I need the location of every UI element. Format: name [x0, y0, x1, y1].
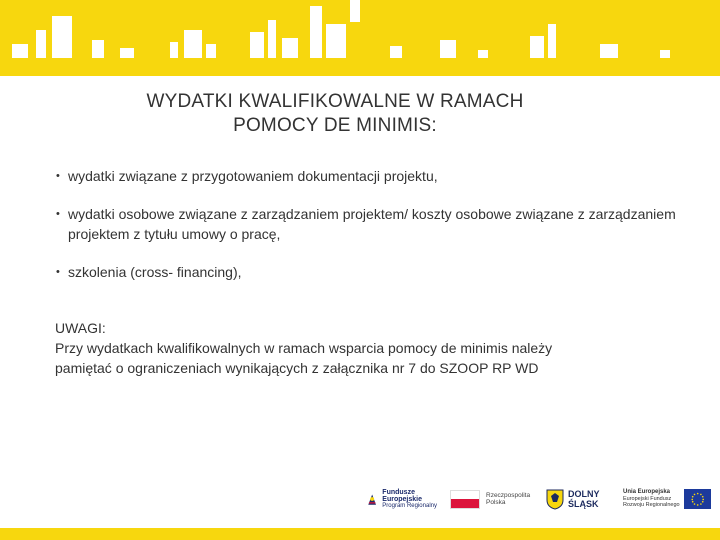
poland-text: [486, 492, 530, 506]
slide-title: [100, 90, 570, 138]
deco-square: [326, 24, 346, 58]
poland-line-1: Rzeczpospolita: [486, 492, 531, 499]
title-line-1: WYDATKI KWALIFIKOWALNE W RAMACH: [146, 91, 524, 112]
region-line-2: ŚLĄSK: [568, 499, 599, 509]
deco-square: [36, 30, 46, 58]
deco-square: [440, 40, 456, 58]
eu-logo: [623, 484, 711, 514]
notes-heading: UWAGI:: [55, 320, 106, 336]
eu-line-2: Europejski Fundusz: [623, 495, 672, 502]
notes-block: [55, 318, 695, 378]
logo-strip: [0, 484, 720, 516]
bullet-glyph: •: [56, 266, 60, 278]
european-funds-logo: [367, 484, 437, 514]
eu-text: [623, 489, 680, 509]
deco-square: [548, 24, 556, 58]
top-decorative-band: [0, 0, 720, 76]
bullet-text: wydatki związane z przygotowaniem dokumentacji projektu,: [68, 168, 438, 184]
title-line-2: POMOCY DE MINIMIS:: [233, 115, 437, 136]
deco-square: [478, 50, 488, 58]
poland-flag-icon: [450, 490, 480, 509]
eagle-icon: [546, 488, 564, 510]
deco-square: [120, 48, 134, 58]
deco-square: [250, 32, 264, 58]
bottom-decorative-band: [0, 528, 720, 540]
deco-square: [600, 44, 618, 58]
deco-square: [660, 50, 670, 58]
bullet-glyph: •: [56, 170, 60, 182]
region-line-1: DOLNY: [568, 489, 600, 499]
funds-line-3: Program Regionalny: [382, 502, 437, 509]
deco-square: [12, 44, 28, 58]
funds-line-2: Europejskie: [382, 495, 422, 503]
lower-silesia-logo: [546, 484, 612, 514]
notes-line: pamiętać o ograniczeniach wynikających z załącznika nr 7 do SZOOP RP WD: [55, 360, 539, 376]
poland-logo: [450, 484, 535, 514]
bullet-text: wydatki osobowe związane z zarządzaniem projektem/ koszty osobowe związane z zarządzaniem projektem z tytułu umowy o pracę,: [68, 206, 676, 242]
deco-square: [350, 0, 360, 22]
funds-line-1: Fundusze: [382, 488, 415, 496]
bullet-item: [56, 204, 676, 244]
european-funds-text: [382, 489, 437, 510]
bullet-list: [56, 166, 676, 300]
deco-square: [530, 36, 544, 58]
notes-line: Przy wydatkach kwalifikowalnych w ramach wsparcia pomocy de minimis należy: [55, 340, 553, 356]
eu-flag-icon: [684, 489, 711, 509]
eu-line-1: Unia Europejska: [623, 489, 671, 496]
deco-square: [268, 20, 276, 58]
deco-square: [184, 30, 202, 58]
lower-silesia-text: [568, 489, 600, 509]
bullet-item: [56, 262, 676, 282]
eu-line-3: Rozwoju Regionalnego: [623, 502, 680, 509]
poland-line-2: Polska: [486, 499, 506, 506]
european-funds-icon: [367, 488, 377, 510]
bullet-text: szkolenia (cross- financing),: [68, 264, 242, 280]
deco-square: [310, 6, 322, 58]
deco-square: [206, 44, 216, 58]
deco-square: [92, 40, 104, 58]
deco-square: [52, 16, 72, 58]
deco-square: [282, 38, 298, 58]
deco-square: [390, 46, 402, 58]
bullet-item: [56, 166, 676, 186]
deco-square: [170, 42, 178, 58]
bullet-glyph: •: [56, 208, 60, 220]
